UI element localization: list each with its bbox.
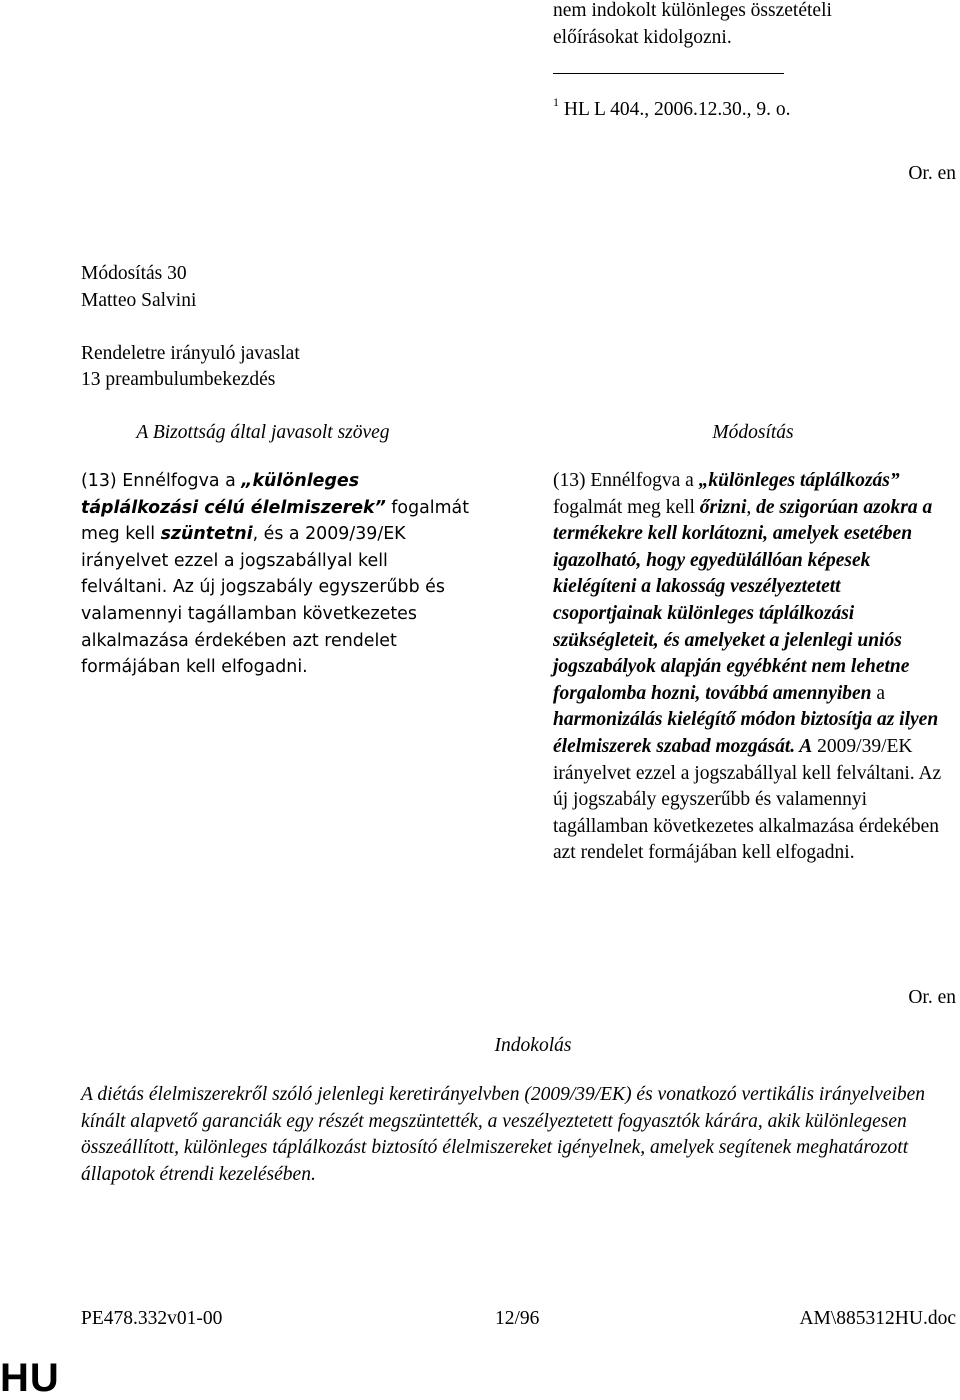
continuation-line-2: előírásokat kidolgozni.: [553, 26, 732, 48]
footnote: [553, 97, 953, 124]
justification-heading: Indokolás: [494, 1035, 572, 1056]
amendment-author: Matteo Salvini: [81, 289, 197, 311]
footnote-marker: 1: [553, 95, 559, 109]
continuation-line-1: nem indokolt különleges összetételi: [553, 0, 832, 21]
deleted-term: „különleges táplálkozási célú élelmiszerek”: [81, 471, 386, 518]
right-column-header: Módosítás: [712, 422, 794, 443]
justification-text: A diétás élelmiszerekről szóló jelenlegi keretirányelvben (2009/39/EK) és vonatkozó vertikális irányelveiben kínált alapvető garanciák egy részét megszüntették, a veszélyeztetett fogyasztók kárára, akik különlegesen összeállított, különleges táplálkozást biztosító élelmiszereket igényelnek, amelyek segítenek meghatározott állapotok étrendi kezelésében.: [81, 1084, 926, 1185]
footer-page: 12/96: [495, 1308, 540, 1329]
amendment-header: [81, 261, 581, 394]
inserted-text-1: de szigorúan azokra a termékekre kell korlátozni, amelyek esetében igazolható, hogy egyedülállóan képesek kielégíteni a lakosság veszélyeztetett csoportjainak különleges táplálkozási szükségleteit, és amelyeket a jelenlegi uniós jogszabályok alapján egyébként nem lehetne forgalomba hozni, továbbá amennyiben: [553, 496, 933, 704]
footer-doc: AM\885312HU.doc: [799, 1308, 956, 1329]
footnote-separator: [553, 73, 784, 74]
top-continuation: [553, 0, 953, 51]
proposal-reference: 13 preambulumbekezdés: [81, 369, 276, 391]
proposal-act: Rendeletre irányuló javaslat: [81, 342, 300, 364]
commission-text: (13) Ennélfogva a „különleges táplálkozási célú élelmiszerek” fogalmát meg kell szüntetni, és a 2009/39/EK irányelvet ezzel a jogszabállyal kell felváltani. Az új jogszabály egyszerűbb és valamennyi tagállamban következetes alkalmazása érdekében azt rendelet formájában kell elfogadni.: [81, 471, 470, 678]
changed-verb: őrizni: [699, 496, 747, 518]
language-code: HU: [0, 1356, 60, 1400]
original-language-mid: Or. en: [908, 987, 956, 1008]
footer-ref: PE478.332v01-00: [81, 1308, 223, 1329]
amendment-text: (13) Ennélfogva a „különleges táplálkozás” fogalmát meg kell őrizni, de szigorúan azokra a termékekre kell korlátozni, amelyek esetében igazolható, hogy egyedülállóan képesek kielégíteni a lakosság veszélyeztetett csoportjainak különleges táplálkozási szükségleteit, és amelyeket a jelenlegi uniós jogszabályok alapján egyébként nem lehetne forgalomba hozni, továbbá amennyiben a harmonizálás kielégítő módon biztosítja az ilyen élelmiszerek szabad mozgását. A 2009/39/EK irányelvet ezzel a jogszabállyal kell felváltani. Az új jogszabály egyszerűbb és valamennyi tagállamban következetes alkalmazása érdekében azt rendelet formájában kell elfogadni.: [553, 470, 942, 864]
left-column-header: A Bizottság által javasolt szöveg: [136, 422, 390, 443]
changed-term: „különleges táplálkozás”: [698, 470, 900, 491]
original-language-top: Or. en: [908, 163, 956, 184]
amendment-number: Módosítás 30: [81, 263, 187, 284]
deleted-verb: szüntetni: [160, 524, 253, 545]
footnote-text: HL L 404., 2006.12.30., 9. o.: [563, 99, 791, 120]
inserted-text-2: harmonizálás kielégítő módon biztosítja az ilyen élelmiszerek szabad mozgását. A: [553, 709, 939, 757]
